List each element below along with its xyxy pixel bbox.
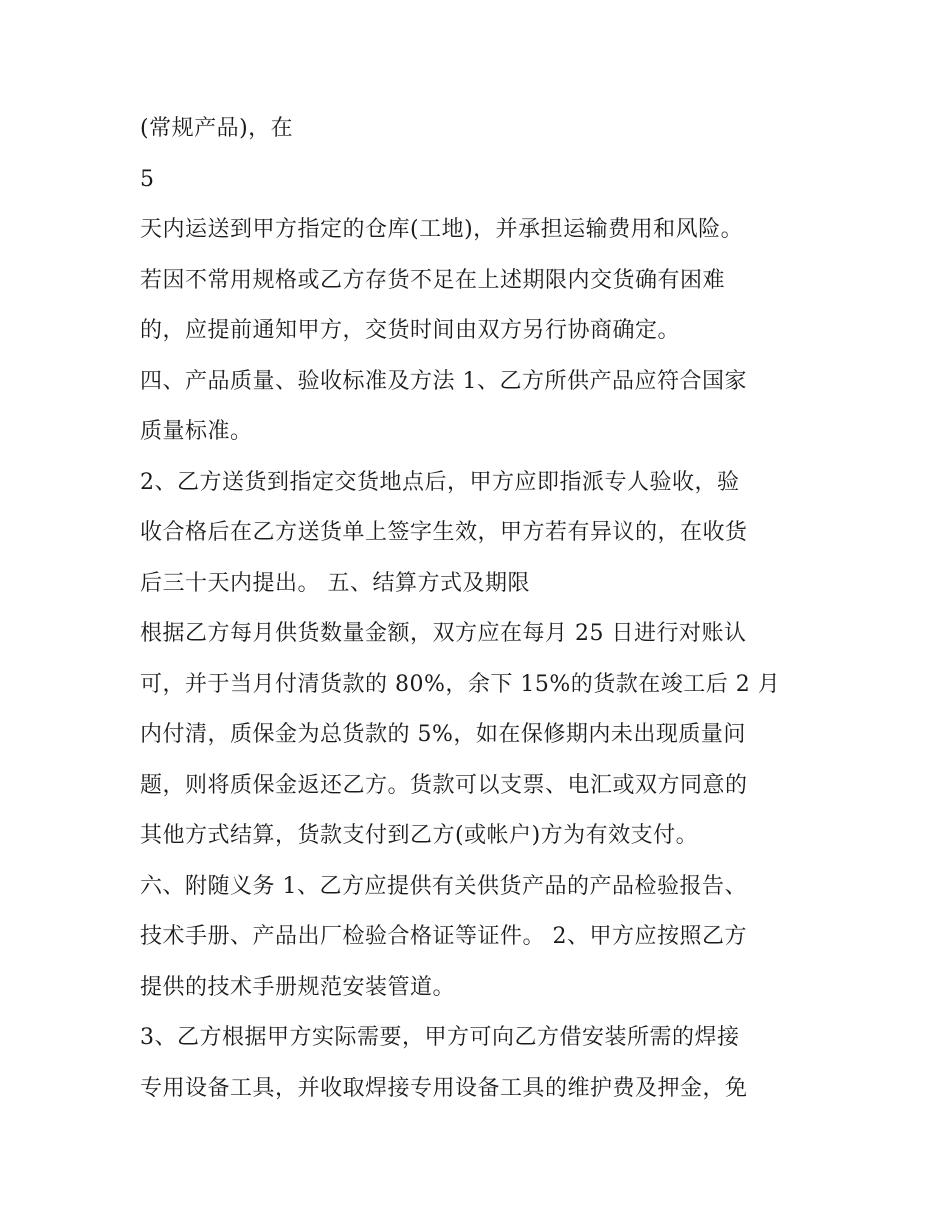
section-four-heading-line: 四、产品质量、验收标准及方法 1、乙方所供产品应符合国家 (140, 368, 747, 394)
section-five-heading-line: 后三十天内提出。 五、结算方式及期限 (140, 570, 530, 596)
text-line-7: 质量标准。 (140, 419, 253, 444)
text-line-12: 可，并于当月付清货款的 80%，余下 15%的货款在竣工后 2 月 (140, 671, 781, 697)
text-line-15: 其他方式结算，货款支付到乙方(或帐户)方为有效支付。 (140, 823, 699, 848)
text-line-17: 技术手册、产品出厂检验合格证等证件。 2、甲方应按照乙方 (140, 924, 747, 949)
text-line-3: 天内运送到甲方指定的仓库(工地)，并承担运输费用和风险。 (140, 217, 744, 242)
text-line-2: 5 (140, 166, 155, 192)
text-line-19: 3、乙方根据甲方实际需要，甲方可向乙方借安装所需的焊接 (140, 1025, 740, 1050)
text-line-14: 题，则将质保金返还乙方。货款可以支票、电汇或双方同意的 (140, 772, 748, 798)
text-line-18: 提供的技术手册规范安装管道。 (140, 974, 456, 1000)
text-line-8: 2、乙方送货到指定交货地点后，甲方应即指派专人验收，验 (140, 469, 740, 495)
text-line-13: 内付清，质保金为总货款的 5%，如在保修期内未出现质量问 (140, 722, 746, 747)
text-line-4: 若因不常用规格或乙方存货不足在上述期限内交货确有困难 (140, 267, 726, 293)
text-line-5: 的，应提前通知甲方，交货时间由双方另行协商确定。 (140, 318, 681, 343)
text-line-20: 专用设备工具，并收取焊接专用设备工具的维护费及押金，免 (140, 1075, 748, 1101)
text-line-9: 收合格后在乙方送货单上签字生效，甲方若有异议的，在收货 (140, 520, 748, 545)
document-body (140, 104, 830, 1114)
text-line-1: (常规产品)，在 (140, 116, 294, 141)
text-line-11: 根据乙方每月供货数量金额，双方应在每月 25 日进行对账认 (140, 621, 747, 646)
section-six-heading-line: 六、附随义务 1、乙方应提供有关供货产品的产品检验报告、 (140, 873, 747, 899)
